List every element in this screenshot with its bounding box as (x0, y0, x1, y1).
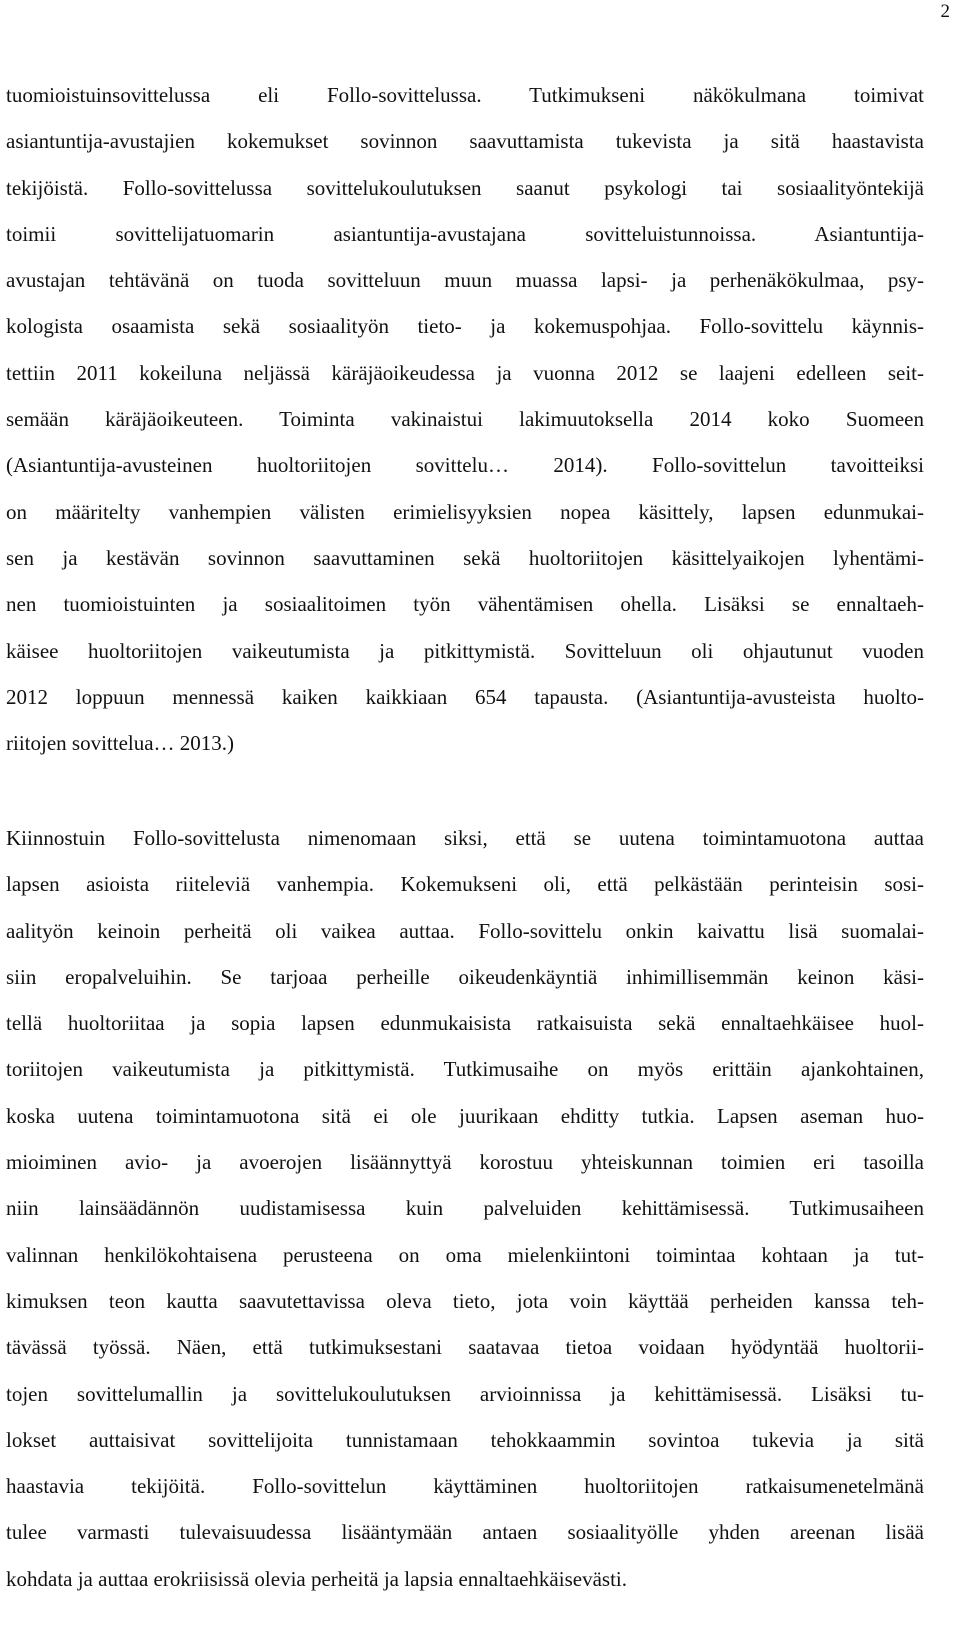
text-line: riitojen sovittelua… 2013.) (6, 731, 235, 756)
text-line: kohdata ja auttaa erokriisissä olevia perheitä ja lapsia ennaltaehkäisevästi. (6, 1566, 627, 1591)
text-line: on määritelty vanhempien välisten erimielisyyksien nopea käsittely, lapsen edunmukai- (6, 499, 924, 524)
text-line: 2012 loppuun mennessä kaiken kaikkiaan 654 tapausta. (Asiantuntija-avusteista huolto- (6, 684, 924, 709)
text-line: koska uutena toimintamuotona sitä ei ole juurikaan ehditty tutkia. Lapsen aseman huo- (6, 1103, 924, 1128)
text-line: aalityön keinoin perheitä oli vaikea auttaa. Follo-sovittelu onkin kaivattu lisä suomalai- (6, 918, 924, 943)
text-line: tellä huoltoriitaa ja sopia lapsen edunmukaisista ratkaisuista sekä ennaltaehkäisee huol- (6, 1011, 924, 1036)
text-line: semään käräjäoikeuteen. Toiminta vakinaistui lakimuutoksella 2014 koko Suomeen (6, 407, 924, 432)
text-line: asiantuntija-avustajien kokemukset sovinnon saavuttamista tukevista ja sitä haastavista (6, 129, 924, 154)
page-number: 2 (940, 1, 950, 22)
text-line: (Asiantuntija-avusteinen huoltoriitojen sovittelu… 2014). Follo-sovittelun tavoitteiksi (6, 453, 924, 478)
text-line: tävässä työssä. Näen, että tutkimuksestani saatavaa tietoa voidaan hyödyntää huoltorii- (6, 1335, 924, 1360)
text-line: haastavia tekijöitä. Follo-sovittelun käyttäminen huoltoriitojen ratkaisumenetelmänä (6, 1474, 924, 1499)
text-line: tulee varmasti tulevaisuudessa lisääntymään antaen sosiaalityölle yhden areenan lisää (6, 1520, 924, 1545)
text-line: tojen sovittelumallin ja sovittelukoulutuksen arvioinnissa ja kehittämisessä. Lisäksi tu- (6, 1381, 924, 1406)
paragraph-intro (6, 72, 924, 766)
text-line: sen ja kestävän sovinnon saavuttaminen sekä huoltoriitojen käsittelyaikojen lyhentämi- (6, 545, 924, 570)
text-line: tekijöistä. Follo-sovittelussa sovittelukoulutuksen saanut psykologi tai sosiaalityöntekijä (6, 175, 924, 200)
text-line: Kiinnostuin Follo-sovittelusta nimenomaan siksi, että se uutena toimintamuotona auttaa (6, 826, 924, 850)
text-line: siin eropalveluihin. Se tarjoaa perheille oikeudenkäyntiä inhimillisemmän keinon käsi- (6, 964, 924, 989)
text-line: käisee huoltoriitojen vaikeutumista ja pitkittymistä. Sovitteluun oli ohjautunut vuoden (6, 638, 924, 663)
text-line: kimuksen teon kautta saavutettavissa oleva tieto, jota voin käyttää perheiden kanssa teh- (6, 1288, 924, 1313)
text-line: toriitojen vaikeutumista ja pitkittymistä. Tutkimusaihe on myös erittäin ajankohtainen, (6, 1057, 924, 1082)
text-line: nen tuomioistuinten ja sosiaalitoimen työn vähentämisen ohella. Lisäksi se ennaltaeh- (6, 592, 924, 617)
text-line: toimii sovittelijatuomarin asiantuntija-avustajana sovitteluistunnoissa. Asiantuntija- (6, 221, 924, 246)
text-line: niin lainsäädännön uudistamisessa kuin palveluiden kehittämisessä. Tutkimusaiheen (6, 1196, 924, 1221)
text-line: tuomioistuinsovittelussa eli Follo-sovittelussa. Tutkimukseni näkökulmana toimivat (6, 83, 924, 107)
text-line: kologista osaamista sekä sosiaalityön tieto- ja kokemuspohjaa. Follo-sovittelu käynnis- (6, 314, 924, 339)
paragraph-motivation (6, 815, 924, 1602)
text-line: tettiin 2011 kokeiluna neljässä käräjäoikeudessa ja vuonna 2012 se laajeni edelleen seit- (6, 360, 924, 385)
text-line: avustajan tehtävänä on tuoda sovitteluun muun muassa lapsi- ja perhenäkökulmaa, psy- (6, 268, 924, 293)
text-line: mioiminen avio- ja avoerojen lisäännyttyä korostuu yhteiskunnan toimien eri tasoilla (6, 1150, 924, 1175)
text-line: valinnan henkilökohtaisena perusteena on oma mielenkiintoni toimintaa kohtaan ja tut- (6, 1242, 924, 1267)
text-line: lapsen asioista riiteleviä vanhempia. Kokemukseni oli, että pelkästään perinteisin sosi- (6, 872, 924, 897)
text-line: lokset auttaisivat sovittelijoita tunnistamaan tehokkaammin sovintoa tukevia ja sitä (6, 1427, 924, 1452)
